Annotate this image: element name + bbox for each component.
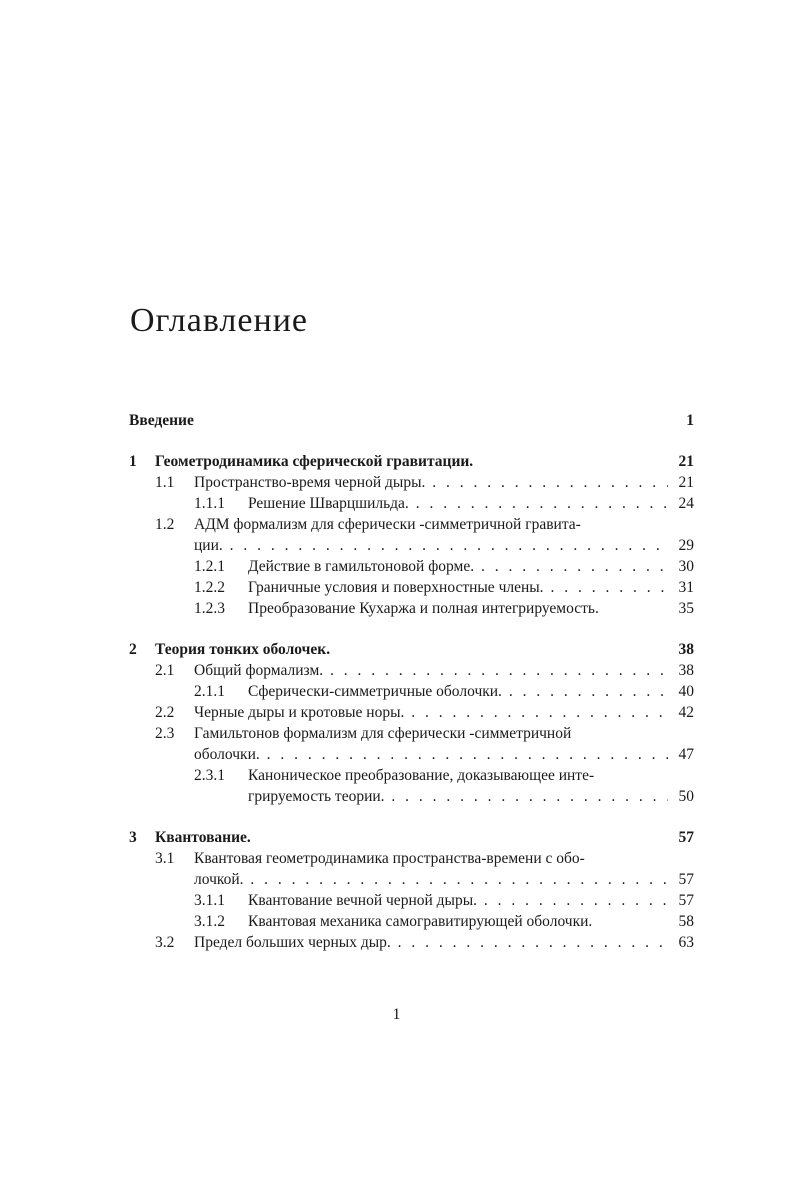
page-number: 1 [392, 1006, 401, 1023]
toc-entry-label: Преобразование Кухаржа и полная интегрируемость. [248, 600, 599, 617]
toc-entry-page: 63 [678, 934, 694, 951]
toc-entry-page: 57 [678, 829, 694, 846]
toc-chapter-1[interactable] [129, 451, 694, 472]
toc-entry-label: лочкой. . . . [194, 869, 668, 890]
toc-section-number: 2.3 [155, 725, 175, 742]
toc-entry-page: 35 [678, 600, 694, 617]
toc-entry-page: 57 [678, 871, 694, 888]
toc-subsection-1-2-1[interactable] [129, 556, 694, 577]
toc-entry-label: Введение [129, 412, 194, 429]
toc-entry-page: 57 [678, 892, 694, 909]
toc-entry-page: 21 [678, 453, 694, 470]
toc-entry-page: 47 [678, 746, 694, 763]
toc-chapter-number: 3 [129, 829, 137, 846]
table-of-contents [129, 410, 694, 953]
toc-subsection-3-1-1[interactable] [129, 890, 694, 911]
toc-entry-page: 38 [678, 662, 694, 679]
toc-section-number: 1.1.1 [194, 495, 225, 512]
toc-section-1-1[interactable] [129, 472, 694, 493]
toc-section-number: 1.2.1 [194, 558, 225, 575]
toc-section-3-1-continued[interactable] [129, 869, 694, 890]
toc-entry-label: Каноническое преобразование, доказывающее инте- [248, 767, 595, 784]
toc-entry-label: грируемость теории. . . . [248, 786, 668, 807]
toc-section-2-3[interactable] [129, 723, 694, 744]
toc-section-number: 2.2 [155, 704, 175, 721]
toc-section-number: 1.2 [155, 516, 175, 533]
toc-chapter-2[interactable] [129, 639, 694, 660]
toc-entry-label: Пространство-время черной дыры. . . . [194, 472, 668, 493]
toc-entry-label: Решение Шварцшильда. . . . [248, 493, 668, 514]
toc-subsection-3-1-2[interactable] [129, 911, 694, 932]
toc-section-3-1[interactable] [129, 848, 694, 869]
toc-section-number: 3.2 [155, 934, 175, 951]
toc-entry-label: Теория тонких оболочек. [155, 641, 331, 658]
toc-section-1-2-continued[interactable] [129, 535, 694, 556]
toc-entry-label: ции. . . . [194, 535, 668, 556]
toc-subsection-1-2-2[interactable] [129, 577, 694, 598]
toc-subsection-2-3-1-continued[interactable] [129, 786, 694, 807]
toc-section-number: 1.1 [155, 474, 175, 491]
toc-entry-label: Квантование. [155, 829, 251, 846]
toc-entry-label: Граничные условия и поверхностные члены. . . . [248, 577, 668, 598]
toc-entry-label: Гамильтонов формализм для сферически -симметричной [194, 725, 572, 742]
toc-entry-page: 29 [678, 537, 694, 554]
toc-entry-label: Квантовая геометродинамика пространства-времени с обо- [194, 850, 585, 867]
toc-entry-label: оболочки. . . . [194, 744, 668, 765]
toc-subsection-2-1-1[interactable] [129, 681, 694, 702]
toc-entry-page: 42 [678, 704, 694, 721]
toc-chapter-number: 1 [129, 453, 137, 470]
toc-entry-page: 21 [678, 474, 694, 491]
toc-entry-page: 40 [678, 683, 694, 700]
toc-section-number: 3.1.2 [194, 913, 225, 930]
toc-entry-label: Квантование вечной черной дыры. . . . [248, 890, 668, 911]
toc-entry-page: 30 [678, 558, 694, 575]
toc-intro[interactable] [129, 410, 694, 431]
toc-entry-label: Геометродинамика сферической гравитации. [155, 453, 474, 470]
toc-section-number: 1.2.2 [194, 579, 225, 596]
toc-section-number: 1.2.3 [194, 600, 225, 617]
toc-subsection-1-1-1[interactable] [129, 493, 694, 514]
toc-section-number: 2.1.1 [194, 683, 225, 700]
toc-section-1-2[interactable] [129, 514, 694, 535]
toc-entry-page: 50 [678, 788, 694, 805]
toc-entry-page: 24 [678, 495, 694, 512]
toc-entry-page: 1 [686, 412, 694, 429]
toc-section-number: 2.3.1 [194, 767, 225, 784]
toc-section-number: 3.1 [155, 850, 175, 867]
toc-entry-label: Действие в гамильтоновой форме. . . . [248, 556, 668, 577]
toc-entry-label: Квантовая механика самогравитирующей оболочки. [248, 913, 593, 930]
toc-chapter-number: 2 [129, 641, 137, 658]
toc-section-2-3-continued[interactable] [129, 744, 694, 765]
toc-entry-label: АДМ формализм для сферически -симметричной гравита- [194, 516, 581, 533]
toc-section-2-1[interactable] [129, 660, 694, 681]
toc-section-number: 2.1 [155, 662, 175, 679]
toc-entry-label: Общий формализм. . . . [194, 660, 668, 681]
toc-entry-page: 31 [678, 579, 694, 596]
toc-subsection-1-2-3[interactable] [129, 598, 694, 619]
page-title: Оглавление [130, 302, 308, 339]
toc-entry-label: Сферически-симметричные оболочки. . . . [248, 681, 668, 702]
toc-subsection-2-3-1[interactable] [129, 765, 694, 786]
toc-entry-label: Предел больших черных дыр. . . . [194, 932, 668, 953]
toc-section-number: 3.1.1 [194, 892, 225, 909]
toc-section-3-2[interactable] [129, 932, 694, 953]
toc-section-2-2[interactable] [129, 702, 694, 723]
toc-chapter-3[interactable] [129, 827, 694, 848]
toc-entry-label: Черные дыры и кротовые норы. . . . [194, 702, 668, 723]
toc-entry-page: 38 [678, 641, 694, 658]
toc-entry-page: 58 [678, 913, 694, 930]
